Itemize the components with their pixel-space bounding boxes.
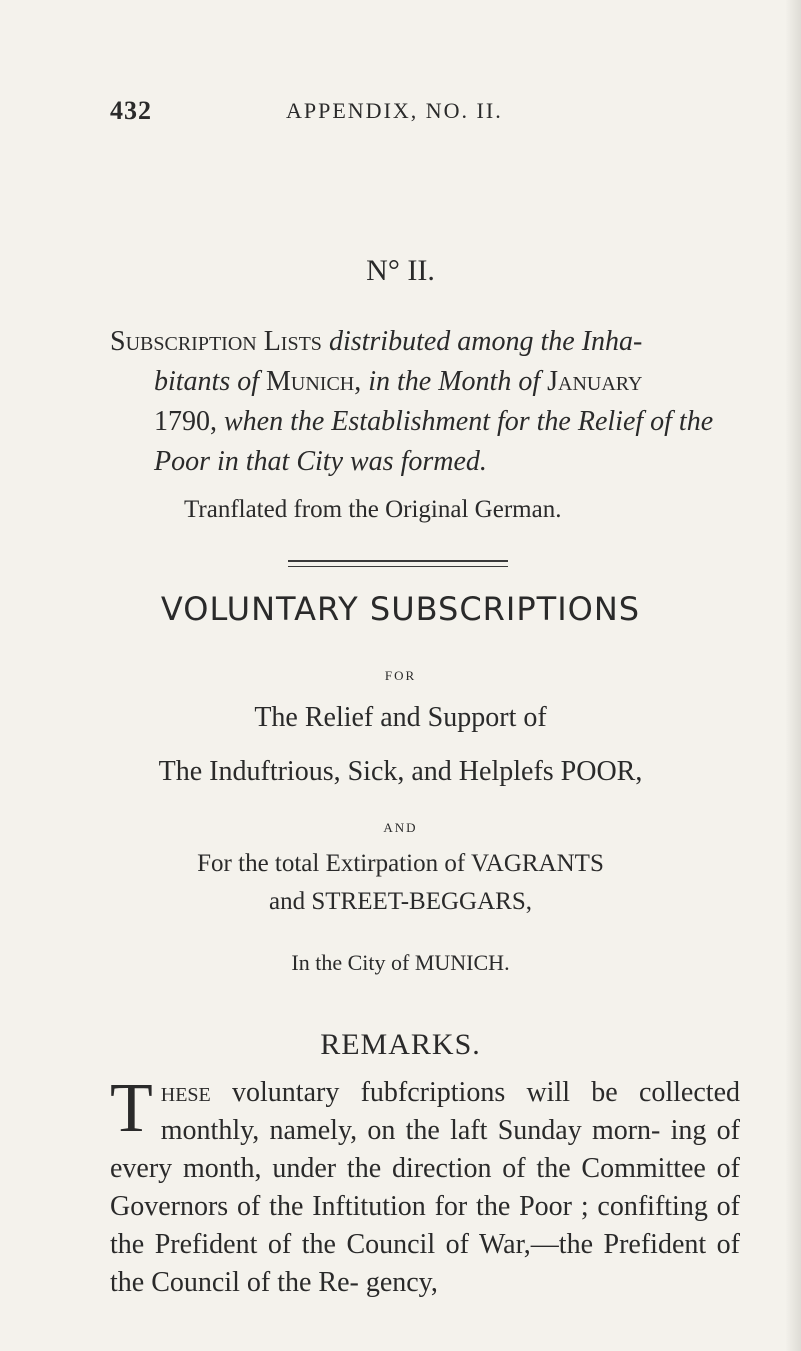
page-number: 432 — [110, 96, 152, 125]
remarks-paragraph — [110, 1070, 740, 1302]
section-number: N° II. — [366, 254, 435, 287]
paragraph-lead: hese — [160, 1077, 211, 1108]
broadside-for: FOR — [384, 668, 417, 683]
title-line-4: Poor in that City was formed. — [154, 446, 487, 477]
broadside-heading: VOLUNTARY SUBSCRIPTIONS — [160, 590, 641, 628]
drop-cap: T — [110, 1070, 153, 1147]
running-head: APPENDIX, NO. II. — [286, 98, 503, 123]
decorative-rule — [288, 560, 508, 567]
page-header — [0, 96, 801, 136]
broadside-and: AND — [383, 820, 418, 835]
appendix-title — [110, 322, 720, 482]
paragraph-text: voluntary fubfcriptions will be collected monthly, namely, on the laft Sunday morn- ing of every month, under the direction of the Committee of Governors of the Inftitution for the Poor ; confifting of the Prefident of the Council of War,—the Prefident of the Council of the Re- gency, — [110, 1077, 740, 1298]
broadside-beggars-line: and STREET-BEGGARS, — [269, 888, 532, 915]
remarks-heading: REMARKS. — [320, 1028, 481, 1061]
title-line-3: 1790, when the Establishment for the Relief of the — [154, 406, 714, 437]
title-line-1: Subscription Lists distributed among the Inha- — [110, 326, 643, 357]
broadside-extirpation-line: For the total Extirpation of VAGRANTS — [197, 850, 604, 877]
broadside-industrious-line: The Induftrious, Sick, and Helplefs POOR, — [158, 756, 643, 787]
title-line-2: bitants of Munich, in the Month of January — [154, 366, 643, 397]
translation-note: Tranflated from the Original German. — [184, 496, 562, 523]
broadside-city-line: In the City of MUNICH. — [291, 950, 510, 975]
broadside-relief-line: The Relief and Support of — [254, 702, 547, 733]
